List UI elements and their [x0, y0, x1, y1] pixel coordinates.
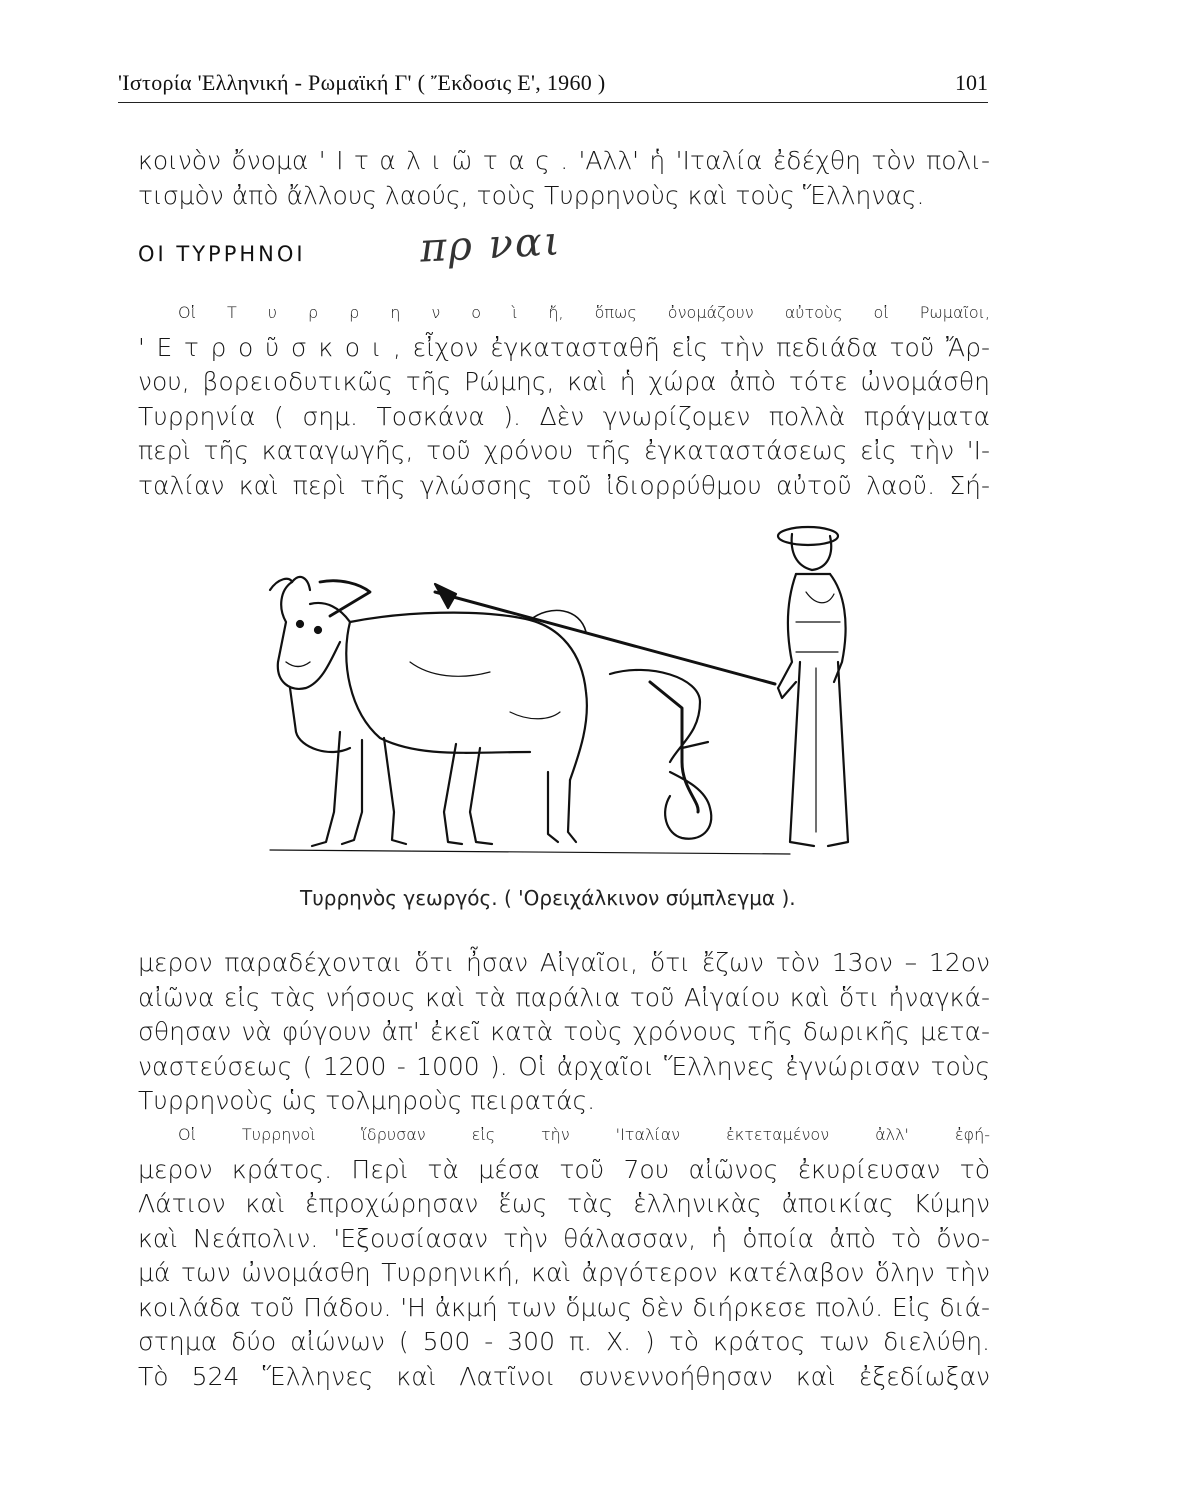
section-heading: ΟΙ ΤΥΡΡΗΝΟΙ: [138, 242, 306, 266]
paragraph-state: [138, 1118, 990, 1394]
paragraph-origins: [138, 946, 990, 1119]
text-line: τισμὸν ἀπὸ ἄλλους λαούς, τοὺς Τυρρηνοὺς καὶ τοὺς Ἕλληνας.: [138, 180, 925, 210]
plough: [610, 670, 711, 839]
running-header: [118, 66, 988, 103]
text-line: μερον κράτος. Περὶ τὰ μέσα τοῦ 7ου αἰῶνος ἐκυρίευσαν τὸ: [138, 1154, 990, 1184]
text-line: Τυρρηνοὺς ὡς τολμηροὺς πειρατάς.: [138, 1086, 596, 1115]
text-line: στημα δύο αἰώνων ( 500 - 300 π. Χ. ) τὸ κράτος των διελύθη.: [138, 1327, 990, 1356]
goad-pole: [435, 592, 775, 684]
text-line: Οἱ Τυρρηνοὶ ἵδρυσαν εἰς τὴν 'Ιταλίαν ἐκτεταμένον ἀλλ' ἐφή-: [178, 1125, 990, 1144]
text-line: ' Ε τ ρ ο ῦ σ κ ο ι , εἶχον ἐγκατασταθῆ εἰς τὴν πεδιάδα τοῦ Ἄρ-: [138, 332, 990, 362]
figure-caption: Τυρρηνὸς γεωργός. ( 'Ορειχάλκινον σύμπλεγμα ).: [300, 886, 796, 910]
ground-line: [270, 850, 790, 854]
text-line: ναστεύσεως ( 1200 - 1000 ). Οἱ ἀρχαῖοι Ἕλληνες ἐγνώρισαν τοὺς: [138, 1051, 990, 1081]
text-line: Τὸ 524 Ἕλληνες καὶ Λατῖνοι συνεννοήθησαν καὶ ἐξεδίωξαν: [138, 1361, 990, 1391]
handwritten-annotation: πρ ναι: [418, 218, 563, 272]
text-line: Λάτιον καὶ ἐπροχώρησαν ἕως τὰς ἑλληνικὰς ἀποικίας Κύμην: [138, 1189, 990, 1218]
paragraph-etruscans: [138, 296, 990, 503]
text-line: μερον παραδέχονται ὅτι ἦσαν Αἰγαῖοι, ὅτι ἔζων τὸν 13ον – 12ον: [138, 948, 990, 977]
ox-rear: [346, 610, 587, 844]
page-number: 101: [955, 70, 988, 95]
text-line: μά των ὠνομάσθη Τυρρηνική, καὶ ἀργότερον κατέλαβον ὅλην τὴν: [138, 1258, 990, 1287]
text-line: κοιλάδα τοῦ Πάδου. 'Η ἀκμή των ὅμως δὲν διήρκεσε πολύ. Εἰς διά-: [138, 1292, 990, 1322]
text-line: νου, βορειοδυτικῶς τῆς Ρώμης, καὶ ἡ χώρα ἀπὸ τότε ὠνομάσθη: [138, 367, 990, 396]
goad-tip: [435, 584, 456, 608]
text-line: Τυρρηνία ( σημ. Τοσκάνα ). Δὲν γνωρίζομεν πολλὰ πράγματα: [138, 401, 990, 431]
text-line: καὶ Νεάπολιν. 'Εξουσίασαν τὴν θάλασσαν, ἡ ὁποία ἀπὸ τὸ ὄνο-: [138, 1223, 990, 1253]
text-line: σθησαν νὰ φύγουν ἀπ' ἐκεῖ κατὰ τοὺς χρόνους τῆς δωρικῆς μετα-: [138, 1017, 990, 1046]
text-line: αἰῶνα εἰς τὰς νήσους καὶ τὰ παράλια τοῦ Αἰγαίου καὶ ὅτι ἠναγκά-: [138, 982, 990, 1012]
ploughman-figure: [778, 527, 848, 846]
text-line: Οἱ Τ υ ρ ρ η ν ο ὶ ἤ, ὅπως ὀνομάζουν αὐτοὺς οἱ Ρωμαῖοι,: [178, 303, 990, 322]
text-line: περὶ τῆς καταγωγῆς, τοῦ χρόνου τῆς ἐγκαταστάσεως εἰς τὴν 'Ι-: [138, 436, 990, 465]
etruscan-ploughman-illustration: [230, 512, 880, 882]
intro-paragraph: [138, 144, 990, 213]
text-line: ταλίαν καὶ περὶ τῆς γλώσσης τοῦ ἰδιορρύθμου αὐτοῦ λαοῦ. Σή-: [138, 470, 990, 500]
header-title: 'Ιστορία 'Ελληνική - Ρωμαϊκή Γ' ( Ἔκδοσις Ε', 1960 ): [118, 70, 606, 95]
text-line: κοινὸν ὄνομα ' Ι τ α λ ι ῶ τ α ς . 'Αλλ' ἡ 'Ιταλία ἐδέχθη τὸν πολι-: [138, 146, 990, 175]
